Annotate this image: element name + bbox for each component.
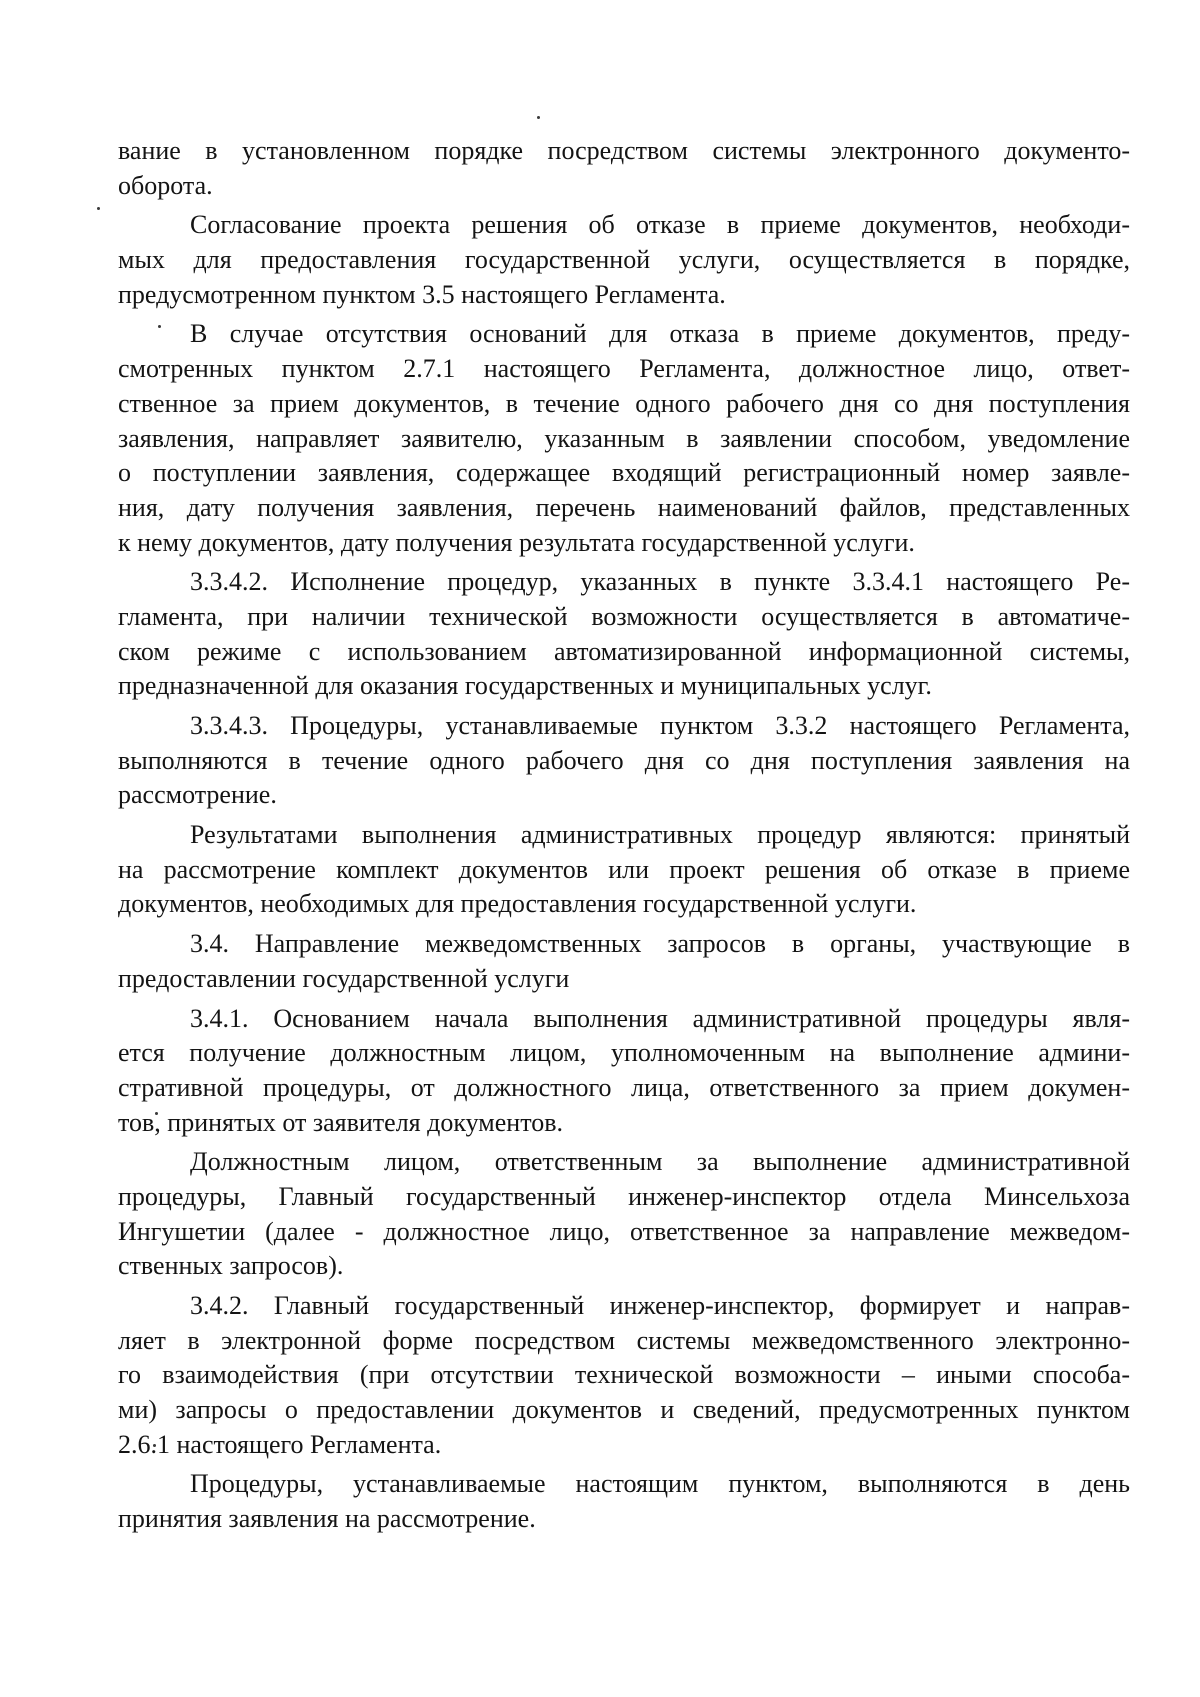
document-body: [118, 134, 1130, 1537]
text-line: процедуры, Главный государственный инженер-инспектор отдела Минсельхоза: [118, 1181, 1130, 1211]
text-line: гламента, при наличии технической возможности осуществляется в автоматиче-: [118, 601, 1130, 631]
text-line: стративной процедуры, от должностного лица, ответственного за прием докумен-: [118, 1072, 1130, 1102]
paragraph: [118, 1467, 1130, 1536]
text-line: тов, принятых от заявителя документов.: [118, 1107, 563, 1137]
text-line: о поступлении заявления, содержащее входящий регистрационный номер заявле-: [118, 458, 1130, 488]
text-line: В случае отсутствия оснований для отказа в приеме документов, преду-: [190, 319, 1130, 349]
text-line: ственное за прием документов, в течение одного рабочего дня со дня поступления: [118, 388, 1130, 418]
scan-speck: [537, 116, 540, 119]
text-line: предусмотренном пунктом 3.5 настоящего Регламента.: [118, 279, 726, 309]
text-line: Результатами выполнения административных процедур являются: принятый: [190, 820, 1130, 850]
text-line: к нему документов, дату получения результата государственной услуги.: [118, 527, 915, 557]
paragraph: [118, 1289, 1130, 1462]
text-line: ми) запросы о предоставлении документов и сведений, предусмотренных пунктом: [118, 1395, 1130, 1425]
text-line: на рассмотрение комплект документов или проект решения об отказе в приеме: [118, 854, 1130, 884]
text-line: предназначенной для оказания государственных и муниципальных услуг.: [118, 671, 932, 701]
text-line: 3.4.1. Основанием начала выполнения административной процедуры явля-: [190, 1003, 1130, 1033]
text-line: Должностным лицом, ответственным за выполнение административной: [190, 1147, 1130, 1177]
paragraph: [118, 317, 1130, 560]
text-line: оборота.: [118, 170, 213, 200]
paragraph: [118, 709, 1130, 813]
paragraph: [118, 818, 1130, 922]
paragraph: [118, 208, 1130, 312]
text-line: го взаимодействия (при отсутствии технической возможности – иными способа-: [118, 1360, 1130, 1390]
paragraph: [118, 927, 1130, 996]
text-line: мых для предоставления государственной услуги, осуществляется в порядке,: [118, 245, 1130, 275]
text-line: ния, дату получения заявления, перечень наименований файлов, представленных: [118, 492, 1130, 522]
text-line: документов, необходимых для предоставления государственной услуги.: [118, 889, 917, 919]
text-line: 3.4.2. Главный государственный инженер-инспектор, формирует и направ-: [190, 1291, 1130, 1320]
scan-speck: [97, 207, 100, 210]
text-line: выполняются в течение одного рабочего дня со дня поступления заявления на: [118, 745, 1130, 775]
text-line: рассмотрение.: [118, 780, 277, 810]
text-line: 3.3.4.3. Процедуры, устанавливаемые пунктом 3.3.2 настоящего Регламента,: [190, 711, 1130, 740]
text-line: 2.6.1 настоящего Регламента.: [118, 1429, 442, 1459]
text-line: ском режиме с использованием автоматизированной информационной системы,: [118, 636, 1130, 666]
text-line: 3.3.4.2. Исполнение процедур, указанных в пункте 3.3.4.1 настоящего Ре-: [190, 567, 1130, 597]
text-line: ственных запросов).: [118, 1251, 344, 1281]
text-line: вание в установленном порядке посредством системы электронного документо-: [118, 136, 1130, 165]
text-line: 3.4. Направление межведомственных запросов в органы, участвующие в: [190, 929, 1130, 959]
text-line: принятия заявления на рассмотрение.: [118, 1504, 536, 1534]
paragraph: [118, 1145, 1130, 1284]
text-line: ется получение должностным лицом, уполномоченным на выполнение админи-: [118, 1038, 1130, 1068]
text-line: предоставлении государственной услуги: [118, 963, 570, 993]
text-line: Согласование проекта решения об отказе в приеме документов, необходи-: [190, 210, 1130, 240]
text-line: заявления, направляет заявителю, указанным в заявлении способом, уведомление: [118, 423, 1130, 453]
text-line: смотренных пунктом 2.7.1 настоящего Регламента, должностное лицо, ответ-: [118, 354, 1130, 384]
text-line: Процедуры, устанавливаемые настоящим пунктом, выполняются в день: [190, 1469, 1130, 1499]
paragraph: [118, 565, 1130, 704]
text-line: ляет в электронной форме посредством системы межведомственного электронно-: [118, 1325, 1130, 1355]
paragraph: [118, 134, 1130, 203]
text-line: Ингушетии (далее - должностное лицо, ответственное за направление межведом-: [118, 1216, 1130, 1246]
paragraph: [118, 1002, 1130, 1141]
